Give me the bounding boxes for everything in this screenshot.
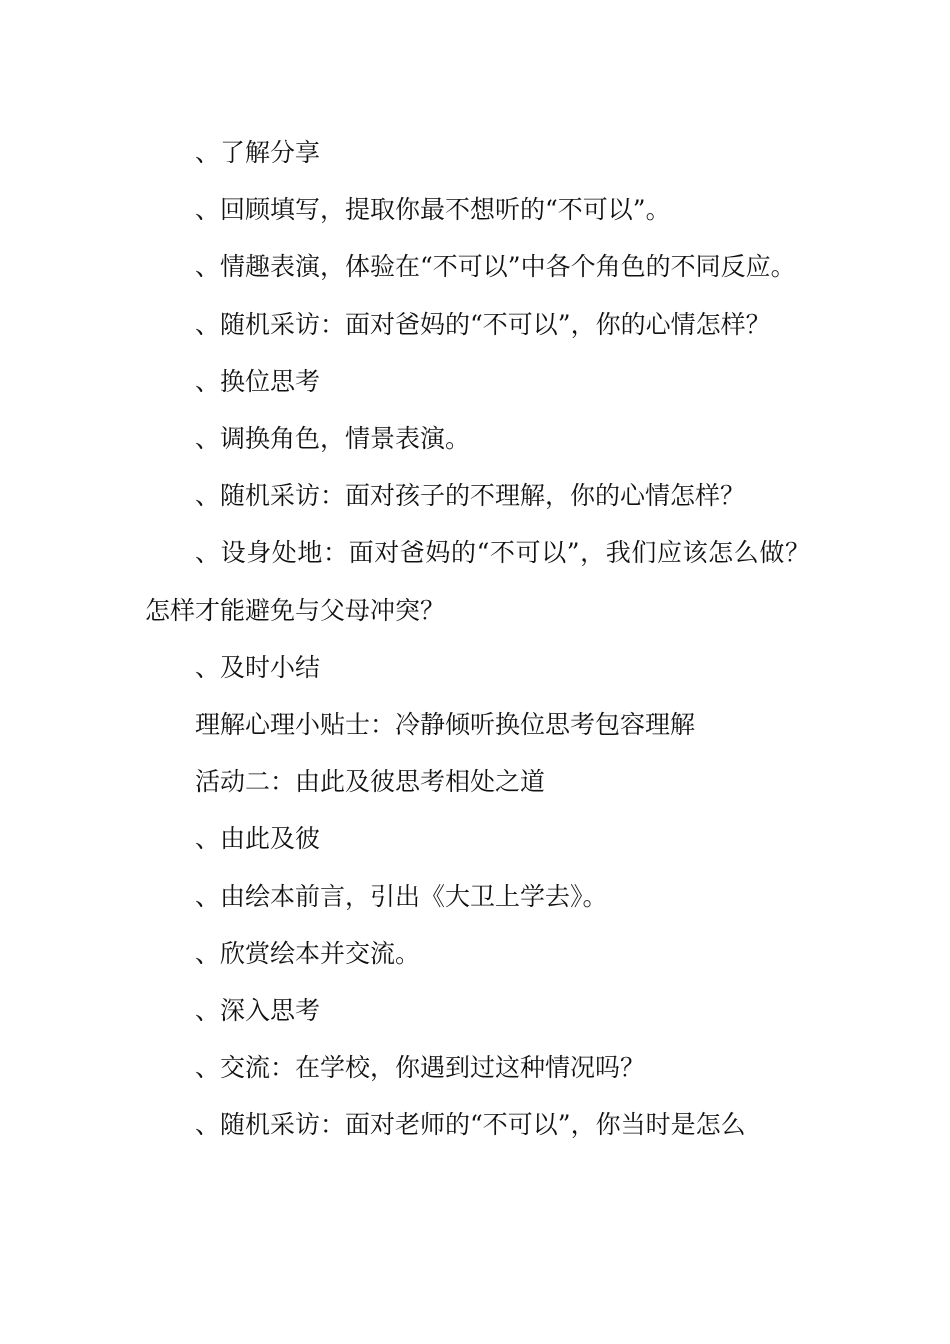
paragraph-tips: 理解心理小贴士：冷静倾听换位思考包容理解 (195, 710, 696, 740)
paragraph-interview-teacher: 、随机采访：面对老师的“不可以”，你当时是怎么 (195, 1110, 746, 1140)
paragraph-understand-share: 、了解分享 (195, 138, 321, 167)
paragraph-swap-roles: 、调换角色，情景表演。 (195, 424, 471, 454)
paragraph-picture-book-intro: 、由绘本前言，引出《大卫上学去》。 (195, 881, 608, 911)
paragraph-interview-parents: 、随机采访：面对爸妈的“不可以”，你的心情怎样？ (195, 309, 771, 339)
paragraph-from-this-to-that: 、由此及彼 (195, 824, 321, 854)
paragraph-deep-thinking: 、深入思考 (195, 996, 321, 1026)
paragraph-activity-two: 活动二：由此及彼思考相处之道 (195, 767, 546, 797)
document-body (145, 124, 810, 1154)
paragraph-review-fill: 、回顾填写，提取你最不想听的“不可以”。 (195, 195, 671, 225)
paragraph-summary: 、及时小结 (195, 652, 321, 682)
paragraph-role-play: 、情趣表演，体验在“不可以”中各个角色的不同反应。 (195, 252, 796, 282)
paragraph-interview-children: 、随机采访：面对孩子的不理解，你的心情怎样？ (195, 481, 746, 511)
paragraph-empathy: 、设身处地：面对爸妈的“不可以”，我们应该怎么做？怎样才能避免与父母冲突？ (145, 538, 810, 625)
paragraph-enjoy-book: 、欣赏绘本并交流。 (195, 938, 421, 968)
paragraph-perspective-taking: 、换位思考 (195, 366, 321, 396)
paragraph-discuss-school: 、交流：在学校，你遇到过这种情况吗？ (195, 1053, 646, 1083)
